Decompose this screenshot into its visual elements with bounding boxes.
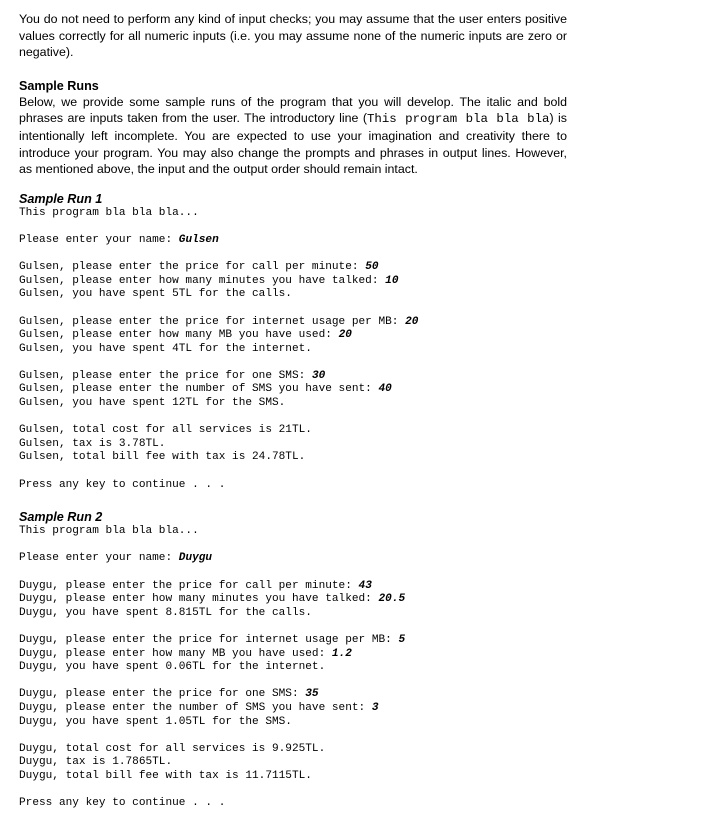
total-line: Duygu, total cost for all services is 9.925TL. [19,742,326,755]
sms-count-line [19,383,567,397]
mb-line [19,648,567,662]
net-spent-line: Gulsen, you have spent 4TL for the internet. [19,342,312,355]
user-input: 40 [378,383,392,396]
user-input: 5 [398,633,406,646]
total-line: Gulsen, total cost for all services is 21TL. [19,424,312,437]
sample-run-1-output [19,207,567,492]
description-code-phrase: This program bla bla bla [366,112,550,127]
tax-line: Duygu, tax is 1.7865TL. [19,756,173,769]
prompt-text: Gulsen, please enter the price for one SMS: [19,369,312,382]
sample-run-1-heading: Sample Run 1 [19,191,103,206]
tax-line: Gulsen, tax is 3.78TL. [19,437,166,450]
total-with-tax-line: Gulsen, total bill fee with tax is 24.78TL. [19,451,306,464]
press-key-line: Press any key to continue . . . [19,478,226,491]
user-input: 20 [405,315,419,328]
user-input: Duygu [178,552,213,565]
user-input: 50 [365,261,379,274]
user-input: 35 [305,688,319,701]
user-input: Gulsen [178,233,219,246]
sms-price-line [19,370,567,384]
mb-line [19,329,567,343]
sample-runs-heading: Sample Runs [19,78,99,93]
prompt-text: Duygu, please enter the number of SMS you have sent: [19,701,372,714]
call-price-line [19,261,567,275]
sms-spent-line: Gulsen, you have spent 12TL for the SMS. [19,397,286,410]
net-price-line [19,634,567,648]
minutes-line [19,593,567,607]
intro-line: This program bla bla bla... [19,206,199,219]
name-line [19,552,567,566]
sms-count-line [19,702,567,716]
prompt-text: Duygu, please enter the price for call per minute: [19,579,359,592]
user-input: 20.5 [378,593,406,606]
sample-runs-description [19,94,567,178]
prompt-text: Please enter your name: [19,552,179,565]
minutes-line [19,275,567,289]
intro-paragraph: You do not need to perform any kind of input checks; you may assume that the user enters positive values correctly for all numeric inputs (i.e. you may assume none of the numeric inputs are zero or negative). [19,12,567,60]
prompt-text: Gulsen, please enter the price for call per minute: [19,261,366,274]
user-input: 43 [358,579,372,592]
prompt-text: Gulsen, please enter the number of SMS you have sent: [19,383,379,396]
document-page [19,11,567,811]
net-price-line [19,316,567,330]
user-input: 20 [338,329,352,342]
prompt-text: Gulsen, please enter how many minutes you have talked: [19,274,386,287]
user-input: 30 [311,369,326,382]
call-spent-line: Gulsen, you have spent 5TL for the calls. [19,288,292,301]
call-price-line [19,580,567,594]
sms-price-line [19,688,567,702]
prompt-text: Gulsen, please enter the price for internet usage per MB: [19,315,406,328]
sms-spent-line: Duygu, you have spent 1.05TL for the SMS. [19,715,292,728]
user-input: 3 [371,701,379,714]
call-spent-line: Duygu, you have spent 8.815TL for the calls. [19,606,312,619]
prompt-text: Duygu, please enter the price for internet usage per MB: [19,633,399,646]
sample-run-2-output [19,525,567,810]
prompt-text: Please enter your name: [19,233,179,246]
press-key-line: Press any key to continue . . . [19,797,226,810]
prompt-text: Gulsen, please enter how many MB you have used: [19,329,339,342]
net-spent-line: Duygu, you have spent 0.06TL for the internet. [19,661,326,674]
prompt-text: Duygu, please enter the price for one SMS: [19,688,306,701]
user-input: 10 [385,274,399,287]
intro-line: This program bla bla bla... [19,525,199,538]
sample-run-2-heading: Sample Run 2 [19,510,103,525]
description-part-2: ) is intentionally left incomplete. You are expected to use your imagination and creativity there to introduce your program. You may also change the prompts and phrases in output lines. However, as mentioned above, the input and the output order should remain intact. [19,111,567,177]
prompt-text: Duygu, please enter how many minutes you have talked: [19,593,379,606]
prompt-text: Duygu, please enter how many MB you have used: [19,647,332,660]
description-part-1: Below, we provide some sample runs of the program that you will develop. The italic and bold phrases are inputs taken from the user. The introductory line ( [19,94,567,126]
total-with-tax-line: Duygu, total bill fee with tax is 11.7115TL. [19,769,312,782]
user-input: 1.2 [331,647,352,660]
name-line [19,234,567,248]
